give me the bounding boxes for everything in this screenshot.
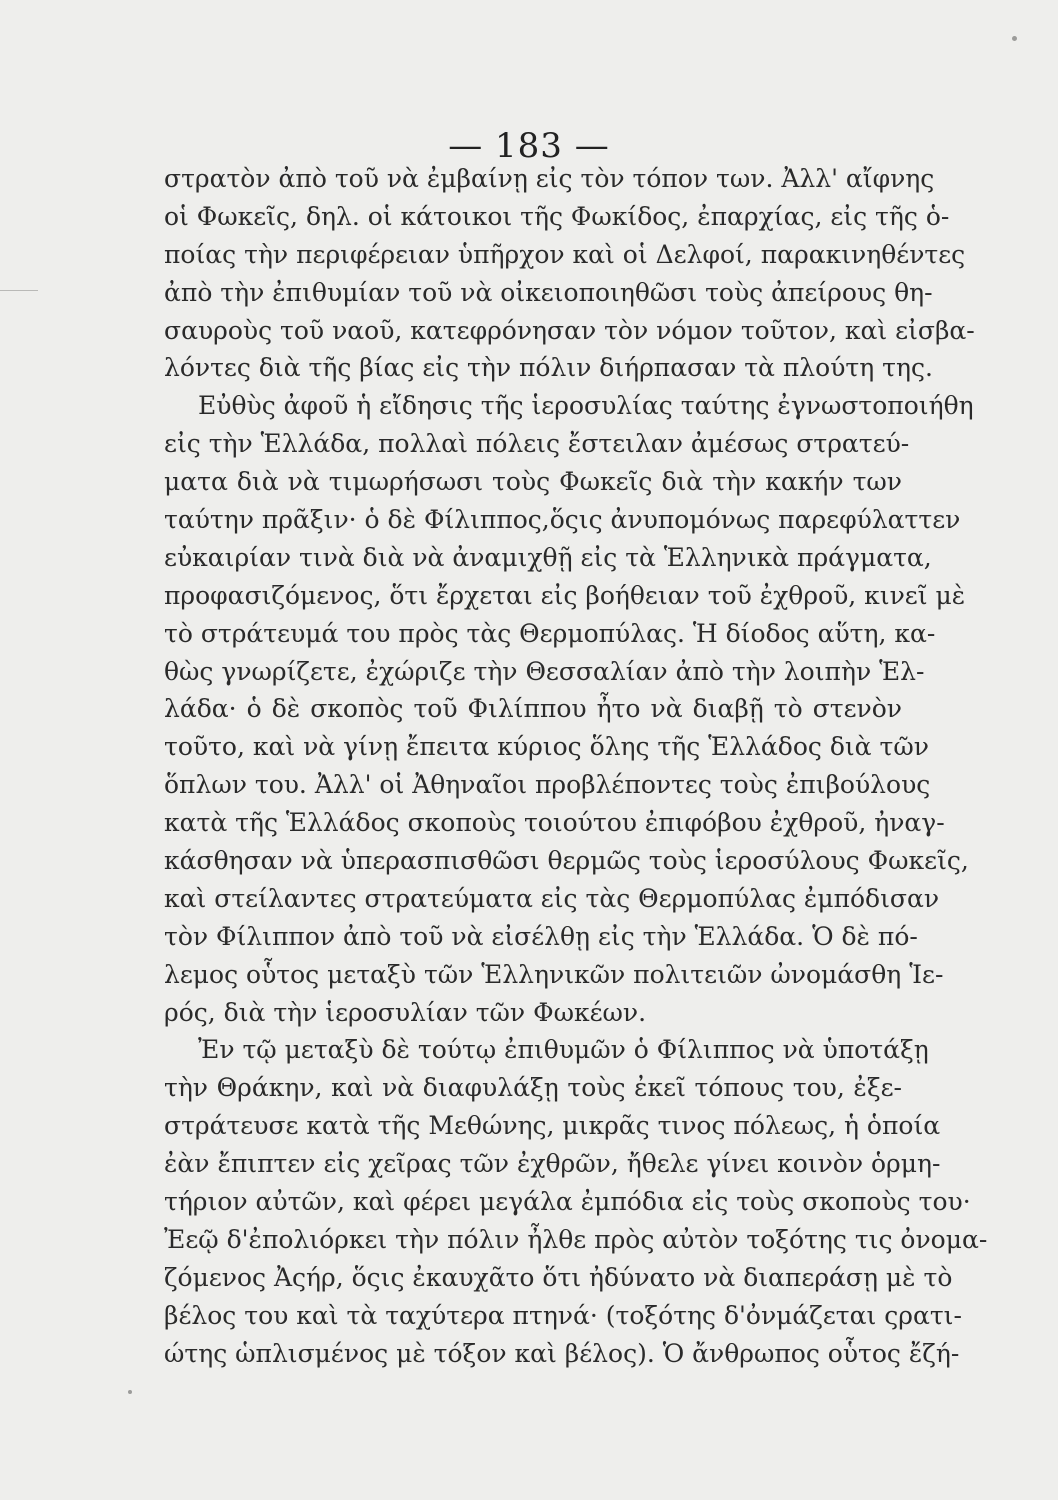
text-line: Ἐν τῷ μεταξὺ δὲ τούτῳ ἐπιθυμῶν ὁ Φίλιππος νὰ ὑποτάξῃ xyxy=(198,1035,929,1065)
text-line: θὼς γνωρίζετε, ἐχώριζε τὴν Θεσσαλίαν ἀπὸ τὴν λοιπὴν Ἑλ- xyxy=(164,656,925,686)
text-line: προφασιζόμενος, ὅτι ἔρχεται εἰς βοήθειαν τοῦ ἐχθροῦ, κινεῖ μὲ xyxy=(164,580,966,610)
text-line: Ἐεῷ δ'ἐπολιόρκει τὴν πόλιν ἦλθε πρὸς αὐτὸν τοξότης τις ὀνομα- xyxy=(164,1224,988,1254)
text-line: σαυροὺς τοῦ ναοῦ, κατεφρόνησαν τὸν νόμον τοῦτον, καὶ εἰσβα- xyxy=(164,315,975,345)
text-line: λάδα· ὁ δὲ σκοπὸς τοῦ Φιλίππου ἦτο νὰ διαβῇ τὸ στενὸν xyxy=(164,694,902,724)
text-line: ταύτην πρᾶξιν· ὁ δὲ Φίλιππος,ὅςις ἀνυπομόνως παρεφύλαττεν xyxy=(164,505,961,535)
text-line: βέλος του καὶ τὰ ταχύτερα πτηνά· (τοξότης δ'ὀνμάζεται ςρατι- xyxy=(164,1300,962,1330)
text-line: λόντες διὰ τῆς βίας εἰς τὴν πόλιν διήρπασαν τὰ πλούτη της. xyxy=(164,353,933,383)
text-line: ἀπὸ τὴν ἐπιθυμίαν τοῦ νὰ οἰκειοποιηθῶσι τοὺς ἀπείρους θη- xyxy=(164,277,933,307)
text-line: ώτης ὡπλισμένος μὲ τόξον καὶ βέλος). Ὁ ἄνθρωπος οὗτος ἔζή- xyxy=(164,1338,960,1368)
text-line: στρατὸν ἀπὸ τοῦ νὰ ἐμβαίνῃ εἰς τὸν τόπον των. Ἀλλ' αἴφνης xyxy=(164,164,935,193)
text-line: τὸν Φίλιππον ἀπὸ τοῦ νὰ εἰσέλθῃ εἰς τὴν Ἑλλάδα. Ὁ δὲ πό- xyxy=(164,921,918,951)
text-line: κατὰ τῆς Ἑλλάδος σκοποὺς τοιούτου ἐπιφόβου ἐχθροῦ, ἠναγ- xyxy=(164,808,945,838)
text-line: τὸ στράτευμά του πρὸς τὰς Θερμοπύλας. Ἡ δίοδος αὕτη, κα- xyxy=(164,618,936,648)
body-text xyxy=(164,160,988,1373)
margin-mark xyxy=(0,290,38,291)
text-line: ρός, διὰ τὴν ἱεροσυλίαν τῶν Φωκέων. xyxy=(164,997,647,1027)
text-line: ποίας τὴν περιφέρειαν ὑπῆρχον καὶ οἱ Δελφοί, παρακινηθέντες xyxy=(164,239,966,269)
text-line: λεμος οὗτος μεταξὺ τῶν Ἑλληνικῶν πολιτειῶν ὠνομάσθη Ἱε- xyxy=(164,959,944,989)
text-line: τήριον αὐτῶν, καὶ φέρει μεγάλα ἐμπόδια εἰς τοὺς σκοποὺς του· xyxy=(164,1187,971,1217)
text-line: εἰς τὴν Ἑλλάδα, πολλαὶ πόλεις ἔστειλαν ἀμέσως στρατεύ- xyxy=(164,429,910,459)
text-line: ἐὰν ἔπιπτεν εἰς χεῖρας τῶν ἐχθρῶν, ἤθελε γίνει κοινὸν ὁρμη- xyxy=(164,1149,941,1179)
text-line: τοῦτο, καὶ νὰ γίνῃ ἔπειτα κύριος ὅλης τῆς Ἑλλάδος διὰ τῶν xyxy=(164,732,929,762)
text-line: ματα διὰ νὰ τιμωρήσωσι τοὺς Φωκεῖς διὰ τὴν κακήν των xyxy=(164,467,902,497)
text-line: στράτευσε κατὰ τῆς Μεθώνης, μικρᾶς τινος πόλεως, ἡ ὁποία xyxy=(164,1111,941,1141)
text-line: ὅπλων του. Ἀλλ' οἱ Ἀθηναῖοι προβλέποντες τοὺς ἐπιβούλους xyxy=(164,770,931,800)
text-line: Εὐθὺς ἀφοῦ ἡ εἴδησις τῆς ἱεροσυλίας ταύτης ἐγνωστοποιήθη xyxy=(198,391,974,421)
text-line: καὶ στείλαντες στρατεύματα εἰς τὰς Θερμοπύλας ἐμπόδισαν xyxy=(164,883,940,913)
page-number: — 183 — xyxy=(448,126,610,166)
text-line: τὴν Θράκην, καὶ νὰ διαφυλάξῃ τοὺς ἐκεῖ τόπους του, ἐξε- xyxy=(164,1073,902,1103)
text-line: εὐκαιρίαν τινὰ διὰ νὰ ἀναμιχθῇ εἰς τὰ Ἑλληνικὰ πράγματα, xyxy=(164,542,932,572)
text-line: οἱ Φωκεῖς, δηλ. οἱ κάτοικοι τῆς Φωκίδος, ἐπαρχίας, εἰς τῆς ὁ- xyxy=(164,201,950,231)
text-line: κάσθησαν νὰ ὑπερασπισθῶσι θερμῶς τοὺς ἱεροσύλους Φωκεῖς, xyxy=(164,846,969,876)
paper-speck xyxy=(1012,36,1017,41)
paper-speck xyxy=(128,1390,132,1394)
text-line: ζόμενος Ἀςήρ, ὅςις ἐκαυχᾶτο ὅτι ἠδύνατο νὰ διαπεράσῃ μὲ τὸ xyxy=(164,1262,953,1292)
